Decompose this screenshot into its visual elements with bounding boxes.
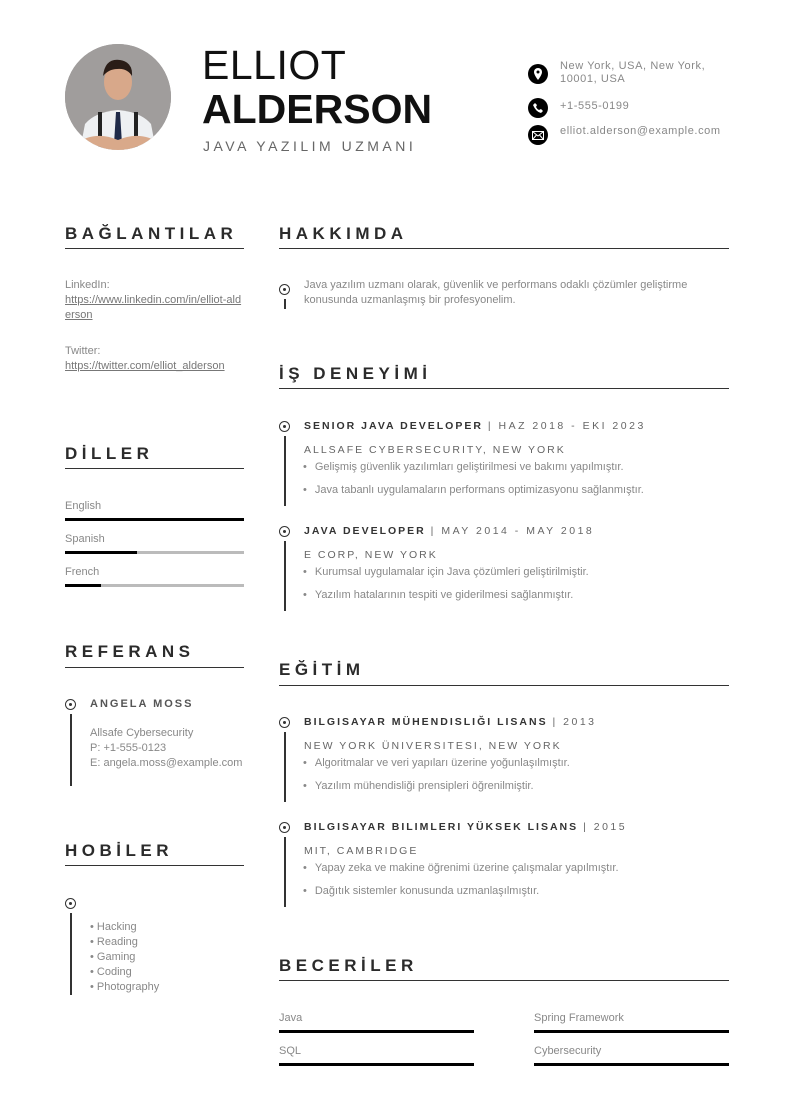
- entry-organization: E CORP, NEW YORK: [304, 549, 438, 561]
- timeline-dot-icon: [279, 284, 290, 295]
- timeline-dot-icon: [279, 822, 290, 833]
- education-heading: EĞİTİM: [279, 660, 365, 679]
- entry-organization: NEW YORK ÜNIVERSITESI, NEW YORK: [304, 740, 562, 752]
- skill-name: SQL: [279, 1045, 302, 1057]
- linkedin-link[interactable]: https://www.linkedin.com/in/elliot-alderson: [65, 294, 242, 321]
- timeline-dot-icon: [279, 717, 290, 728]
- timeline-dot-icon: [65, 898, 76, 909]
- timeline-dot-icon: [279, 526, 290, 537]
- timeline-line: [284, 837, 286, 907]
- language-name: English: [65, 500, 102, 512]
- contact-address: New York, USA, New York, 10001, USA: [560, 60, 706, 85]
- link-linkedin: [65, 278, 245, 323]
- entry-bullet: • Yapay zeka ve makine öğrenimi üzerine çalışmalar yapılmıştır.: [304, 862, 619, 874]
- entry-bullet: • Kurumsal uygulamalar için Java çözümleri geliştirilmiştir.: [304, 566, 589, 578]
- timeline-line: [70, 714, 72, 786]
- hobby-item: • Gaming: [90, 951, 136, 963]
- email-icon: [528, 125, 548, 145]
- language-level-bar: [65, 551, 244, 554]
- entry-organization: MIT, CAMBRIDGE: [304, 845, 419, 857]
- last-name: ALDERSON: [202, 86, 433, 132]
- hobby-item: • Reading: [90, 936, 138, 948]
- references-heading: REFERANS: [65, 642, 195, 661]
- language-name: French: [65, 566, 100, 578]
- link-twitter: [65, 344, 245, 374]
- skill-level-bar: [279, 1030, 474, 1033]
- twitter-link[interactable]: https://twitter.com/elliot_alderson: [65, 360, 225, 372]
- skill-name: Spring Framework: [534, 1012, 624, 1024]
- profile-photo: [65, 44, 171, 150]
- hobbies-heading: HOBİLER: [65, 841, 173, 860]
- divider: [279, 388, 729, 389]
- contact-phone: +1-555-0199: [560, 100, 630, 112]
- divider: [279, 980, 729, 981]
- reference-company: Allsafe Cybersecurity: [90, 727, 194, 739]
- timeline-line: [284, 732, 286, 802]
- skill-level-bar: [534, 1063, 729, 1066]
- language-level-bar: [65, 584, 244, 587]
- hobbies-list: [90, 920, 159, 995]
- divider: [279, 685, 729, 686]
- link-label: LinkedIn:: [65, 279, 110, 291]
- divider: [65, 248, 244, 249]
- links-heading: BAĞLANTILAR: [65, 224, 238, 243]
- skill-level-bar: [279, 1063, 474, 1066]
- job-title: JAVA YAZILIM UZMANI: [203, 138, 417, 154]
- timeline-line: [284, 436, 286, 506]
- phone-icon: [528, 98, 548, 118]
- timeline-dot-icon: [65, 699, 76, 710]
- link-label: Twitter:: [65, 345, 101, 357]
- entry-title: BILGISAYAR MÜHENDISLIĞI LISANS | 2013: [304, 716, 597, 728]
- reference-email: E: angela.moss@example.com: [90, 757, 243, 769]
- reference-phone: P: +1-555-0123: [90, 742, 167, 754]
- entry-title: BILGISAYAR BILIMLERI YÜKSEK LISANS | 2015: [304, 821, 628, 833]
- about-heading: HAKKIMDA: [279, 224, 408, 243]
- entry-bullet: • Yazılım mühendisliği prensipleri öğrenilmiştir.: [304, 780, 534, 792]
- languages-heading: DİLLER: [65, 444, 154, 463]
- timeline-dot-icon: [279, 421, 290, 432]
- skill-name: Java: [279, 1012, 303, 1024]
- reference-details: [90, 726, 245, 771]
- hobby-item: • Coding: [90, 966, 132, 978]
- timeline-line: [284, 541, 286, 611]
- entry-bullet: • Algoritmalar ve veri yapıları üzerine yoğunlaşılmıştır.: [304, 757, 570, 769]
- entry-bullet: • Java tabanlı uygulamaların performans optimizasyonu sağlanmıştır.: [304, 484, 644, 496]
- skill-name: Cybersecurity: [534, 1045, 602, 1057]
- divider: [65, 667, 244, 668]
- divider: [65, 865, 244, 866]
- first-name: ELLIOT: [202, 42, 347, 88]
- contact-email: elliot.alderson@example.com: [560, 125, 721, 137]
- hobby-item: • Hacking: [90, 921, 137, 933]
- timeline-line: [70, 913, 72, 995]
- timeline-line: [284, 299, 286, 309]
- divider: [65, 468, 244, 469]
- about-text: Java yazılım uzmanı olarak, güvenlik ve performans odaklı çözümler geliştirme konusunda uzmanlaşmış bir profesyonelim.: [304, 279, 688, 306]
- skills-heading: BECERİLER: [279, 956, 418, 975]
- entry-title: SENIOR JAVA DEVELOPER | HAZ 2018 - EKI 2023: [304, 420, 646, 432]
- divider: [279, 248, 729, 249]
- skill-level-bar: [534, 1030, 729, 1033]
- entry-organization: ALLSAFE CYBERSECURITY, NEW YORK: [304, 444, 566, 456]
- experience-heading: İŞ DENEYİMİ: [279, 364, 432, 383]
- language-name: Spanish: [65, 533, 105, 545]
- entry-title: JAVA DEVELOPER | MAY 2014 - MAY 2018: [304, 525, 595, 537]
- hobby-item: • Photography: [90, 981, 160, 993]
- entry-bullet: • Yazılım hatalarının tespiti ve giderilmesi sağlanmıştır.: [304, 589, 573, 601]
- entry-bullet: • Gelişmiş güvenlik yazılımları geliştirilmesi ve bakımı yapılmıştır.: [304, 461, 624, 473]
- reference-name: ANGELA MOSS: [90, 698, 194, 710]
- entry-bullet: • Dağıtık sistemler konusunda uzmanlaşılmıştır.: [304, 885, 539, 897]
- map-pin-icon: [528, 64, 548, 84]
- language-level-bar: [65, 518, 244, 521]
